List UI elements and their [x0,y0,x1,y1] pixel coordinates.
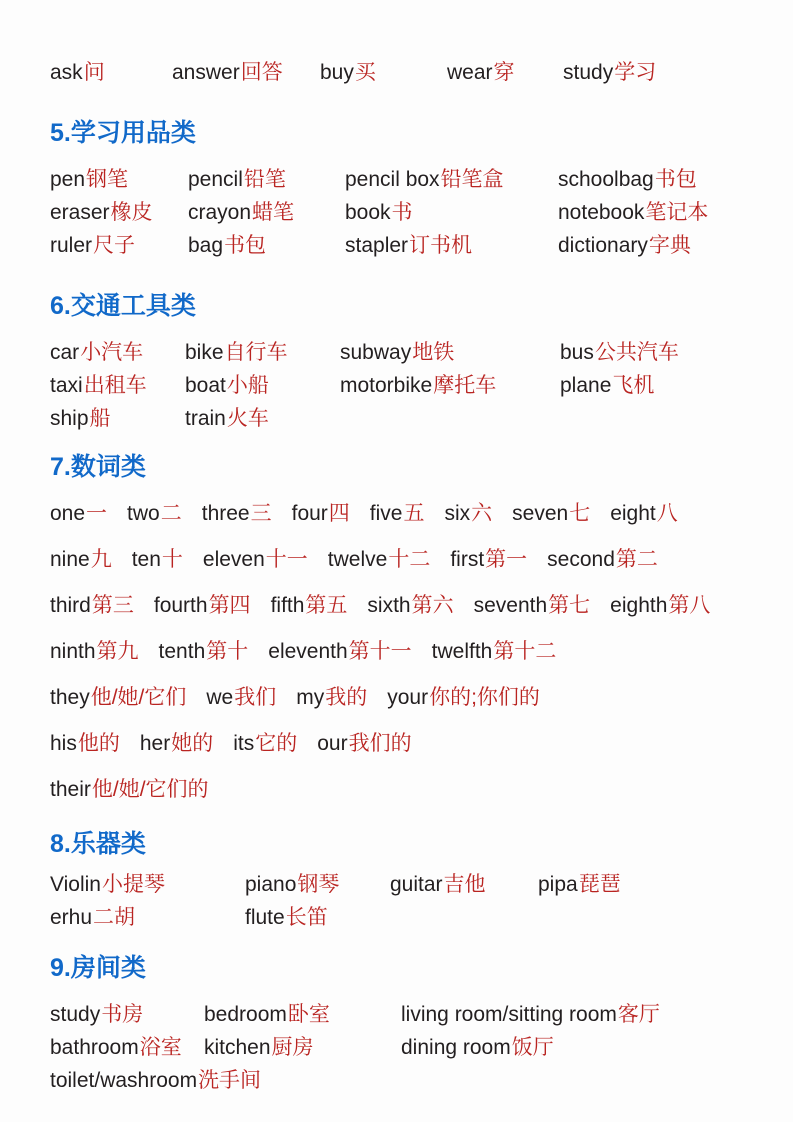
vocab-item [154,589,251,622]
chinese-translation: 第十一 [348,640,412,663]
english-word: dining room [401,1036,511,1059]
english-word: first [450,548,485,571]
vocab-item [401,998,765,1031]
vocab-item [50,369,185,402]
chinese-translation: 书房 [101,1003,144,1026]
vocab-item [474,589,591,622]
vocab-item [50,635,139,668]
english-word: kitchen [204,1036,271,1059]
english-word: dictionary [558,234,648,257]
vocab-item [172,56,320,89]
english-word: nine [50,548,90,571]
english-word: boat [185,374,226,397]
vocab-item [50,56,172,89]
english-word: taxi [50,374,83,397]
english-word: study [563,61,614,84]
vocab-item [50,681,186,714]
english-word: four [291,502,328,525]
vocab-item [271,589,348,622]
vocab-item [432,635,557,668]
word-row [50,336,765,369]
vocab-item [560,369,765,402]
vocab-item [50,336,185,369]
vocab-item [558,196,765,229]
english-word: their [50,778,91,801]
vocab-item [50,1064,262,1097]
english-word: ask [50,61,83,84]
vocab-item [292,497,350,530]
word-row [50,1031,765,1064]
vocab-item [50,402,185,435]
vocab-item [185,369,340,402]
english-word: fifth [270,594,305,617]
vocab-item [447,56,563,89]
vocab-item [296,681,367,714]
vocabulary-sections [50,89,765,1097]
english-word: stapler [345,234,409,257]
word-row [50,773,765,806]
english-word: his [50,732,77,755]
vocab-item [401,1031,765,1064]
section-9 [50,934,765,1097]
vocab-item [345,229,558,262]
vocab-item [340,336,560,369]
english-word: eleven [202,548,265,571]
word-row [50,402,765,435]
vocab-item [188,196,345,229]
chinese-translation: 我的 [325,686,368,709]
section-6 [50,262,765,435]
vocab-item [387,681,540,714]
chinese-translation: 二 [160,502,182,525]
chinese-translation: 第七 [548,594,591,617]
word-row [50,497,765,530]
chinese-translation: 飞机 [612,374,655,397]
chinese-translation: 第一 [485,548,528,571]
english-word: bathroom [50,1036,139,1059]
english-word: her [139,732,171,755]
vocab-item [610,497,678,530]
english-word: sixth [367,594,411,617]
section-title: 9.房间类 [50,954,146,982]
chinese-translation: 第五 [305,594,348,617]
vocab-item [450,543,527,576]
english-word: guitar [390,873,443,896]
chinese-translation: 厨房 [271,1036,314,1059]
vocab-item [50,1031,204,1064]
english-word: schoolbag [558,168,654,191]
chinese-translation: 五 [403,502,425,525]
english-word: two [127,502,160,525]
section-title: 5.学习用品类 [50,119,196,147]
section-7 [50,435,765,819]
chinese-translation: 他/她/它们的 [91,778,209,801]
vocab-item [390,868,538,901]
english-word: twelfth [431,640,493,663]
chinese-translation: 它的 [255,732,298,755]
section-8 [50,819,765,934]
chinese-translation: 问 [83,61,105,84]
english-word: flute [245,906,285,929]
vocab-item [245,901,390,934]
english-word: ninth [50,640,96,663]
vocab-item [188,229,345,262]
chinese-translation: 他/她/它们 [90,686,187,709]
vocab-item [50,589,134,622]
english-word: eighth [610,594,668,617]
vocab-item [185,402,340,435]
english-word: crayon [188,201,252,224]
chinese-translation: 橡皮 [110,201,153,224]
vocab-item [320,56,447,89]
english-word: wear [447,61,493,84]
chinese-translation: 她的 [171,732,214,755]
chinese-translation: 十一 [265,548,308,571]
chinese-translation: 钢琴 [297,873,340,896]
english-word: third [50,594,91,617]
english-word: piano [245,873,297,896]
chinese-translation: 出租车 [83,374,147,397]
chinese-translation: 字典 [648,234,691,257]
chinese-translation: 第八 [668,594,711,617]
vocab-item [328,543,431,576]
section-title: 7.数词类 [50,453,146,481]
chinese-translation: 订书机 [409,234,473,257]
vocab-item [50,868,245,901]
english-word: eleventh [268,640,348,663]
chinese-translation: 琵琶 [578,873,621,896]
english-word: twelve [327,548,388,571]
word-row [50,868,765,901]
chinese-translation: 六 [471,502,493,525]
english-word: bus [560,341,594,364]
english-word: subway [340,341,412,364]
vocab-item [204,1031,401,1064]
vocab-item [563,56,765,89]
english-word: car [50,341,80,364]
vocab-item [444,497,492,530]
chinese-translation: 第四 [208,594,251,617]
chinese-translation: 四 [328,502,350,525]
chinese-translation: 你的;你们的 [429,686,540,709]
chinese-translation: 铅笔盒 [440,168,504,191]
chinese-translation: 卧室 [287,1003,330,1026]
vocab-item [50,901,245,934]
chinese-translation: 穿 [493,61,515,84]
chinese-translation: 摩托车 [433,374,497,397]
word-row [50,901,765,934]
english-word: plane [560,374,612,397]
word-row [50,543,765,576]
english-word: eight [610,502,656,525]
vocab-item [538,868,765,901]
english-word: book [345,201,391,224]
english-word: ship [50,407,89,430]
english-word: its [233,732,255,755]
english-word: erhu [50,906,93,929]
vocab-item [202,497,272,530]
word-row [50,589,765,622]
chinese-translation: 小提琴 [101,873,165,896]
chinese-translation: 书包 [224,234,267,257]
english-word: toilet/washroom [50,1069,198,1092]
word-row [50,681,765,714]
section-title: 8.乐器类 [50,830,146,858]
vocab-item [203,543,308,576]
chinese-translation: 八 [656,502,678,525]
english-word: fourth [153,594,208,617]
word-row [50,727,765,760]
english-word: bedroom [204,1003,287,1026]
chinese-translation: 第九 [96,640,139,663]
vocab-item [512,497,590,530]
word-row [50,369,765,402]
chinese-translation: 学习 [614,61,657,84]
word-row [50,196,765,229]
english-word: bag [188,234,224,257]
chinese-translation: 地铁 [412,341,455,364]
vocab-item [233,727,297,760]
chinese-translation: 小船 [226,374,269,397]
english-word: notebook [558,201,645,224]
vocab-item [127,497,182,530]
english-word: our [317,732,348,755]
vocab-item [206,681,276,714]
chinese-translation: 一 [86,502,108,525]
chinese-translation: 火车 [226,407,269,430]
vocab-item [367,589,453,622]
chinese-translation: 浴室 [139,1036,182,1059]
chinese-translation: 公共汽车 [594,341,679,364]
english-word: ruler [50,234,93,257]
vocab-item [204,998,401,1031]
english-word: tenth [158,640,206,663]
english-word: answer [172,61,240,84]
vocab-item [370,497,425,530]
chinese-translation: 饭厅 [511,1036,554,1059]
vocab-item [558,229,765,262]
chinese-translation: 书包 [654,168,697,191]
english-word: six [444,502,471,525]
vocab-item [558,163,765,196]
vocab-item [547,543,658,576]
chinese-translation: 十二 [388,548,431,571]
chinese-translation: 客厅 [617,1003,660,1026]
english-word: we [206,686,234,709]
vocab-item [345,163,558,196]
english-word: bike [185,341,224,364]
chinese-translation: 买 [354,61,376,84]
chinese-translation: 回答 [240,61,283,84]
vocab-item [317,727,411,760]
chinese-translation: 二胡 [93,906,136,929]
chinese-translation: 九 [90,548,112,571]
vocab-item [50,543,112,576]
chinese-translation: 第十二 [493,640,557,663]
chinese-translation: 吉他 [443,873,486,896]
english-word: study [50,1003,101,1026]
english-word: pipa [538,873,578,896]
chinese-translation: 铅笔 [243,168,286,191]
chinese-translation: 船 [89,407,111,430]
chinese-translation: 长笛 [285,906,328,929]
chinese-translation: 我们的 [348,732,412,755]
english-word: buy [320,61,354,84]
english-word: seven [512,502,569,525]
chinese-translation: 钢笔 [86,168,129,191]
chinese-translation: 书 [391,201,413,224]
vocab-item [345,196,558,229]
chinese-translation: 笔记本 [645,201,709,224]
vocab-item [50,229,188,262]
chinese-translation: 尺子 [93,234,136,257]
vocab-item [185,336,340,369]
chinese-translation: 我们 [234,686,277,709]
vocab-item [140,727,213,760]
english-word: train [185,407,226,430]
vocab-item [560,336,765,369]
english-word: pencil box [345,168,440,191]
english-word: three [201,502,250,525]
vocab-item [132,543,183,576]
word-row [50,1064,765,1097]
chinese-translation: 十 [161,548,183,571]
word-row [50,635,765,668]
chinese-translation: 七 [569,502,591,525]
chinese-translation: 小汽车 [80,341,144,364]
english-word: one [50,502,86,525]
english-word: Violin [50,873,101,896]
chinese-translation: 蜡笔 [252,201,295,224]
english-word: seventh [473,594,548,617]
word-row [50,163,765,196]
english-word: they [50,686,90,709]
english-word: ten [131,548,161,571]
chinese-translation: 自行车 [224,341,288,364]
verbs-row-continued [50,56,765,89]
english-word: pencil [188,168,243,191]
vocab-item [245,868,390,901]
vocab-item [340,369,560,402]
vocab-item [188,163,345,196]
word-row [50,229,765,262]
section-5 [50,89,765,262]
chinese-translation: 三 [250,502,272,525]
english-word: eraser [50,201,110,224]
vocab-item [50,727,120,760]
chinese-translation: 第二 [615,548,658,571]
section-title: 6.交通工具类 [50,292,196,320]
chinese-translation: 他的 [77,732,120,755]
english-word: five [369,502,403,525]
vocab-item [50,196,188,229]
vocab-item [50,998,204,1031]
vocab-item [159,635,249,668]
english-word: motorbike [340,374,433,397]
vocab-item [50,497,107,530]
vocab-item [268,635,411,668]
word-row [50,998,765,1031]
vocab-item [50,163,188,196]
chinese-translation: 第十 [206,640,249,663]
english-word: pen [50,168,86,191]
english-word: your [387,686,429,709]
vocab-item [610,589,710,622]
chinese-translation: 洗手间 [198,1069,262,1092]
english-word: living room/sitting room [401,1003,617,1026]
chinese-translation: 第三 [91,594,134,617]
english-word: my [296,686,325,709]
chinese-translation: 第六 [411,594,454,617]
vocab-item [50,773,209,806]
english-word: second [547,548,615,571]
